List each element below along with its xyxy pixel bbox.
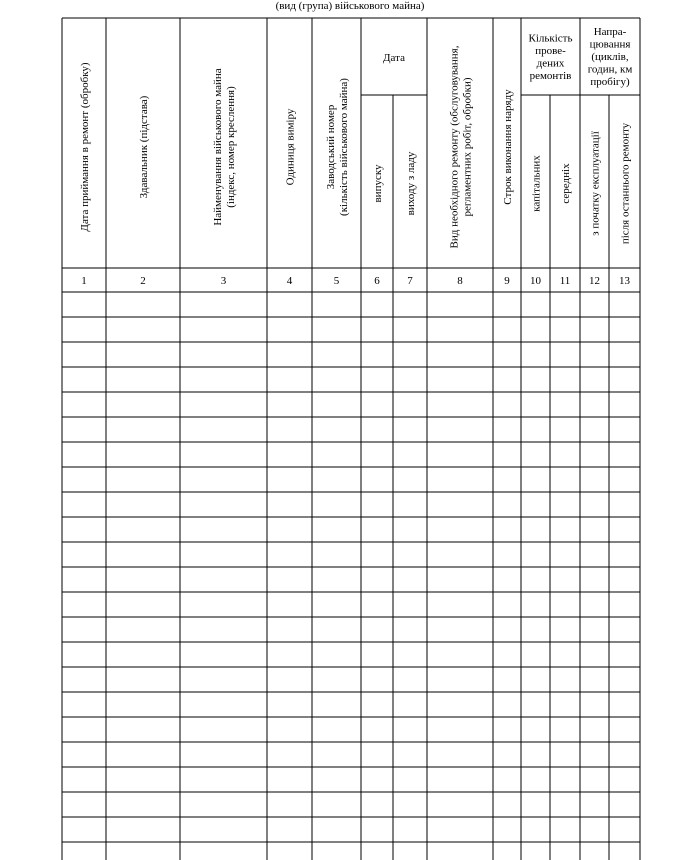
column-number: 12	[589, 275, 600, 287]
col-header-medium-repairs: середніх	[560, 163, 572, 204]
col-header-submitter: Здавальник (підстава)	[138, 95, 150, 199]
column-number: 3	[220, 275, 227, 287]
col-header-intake-date: Дата приймання в ремонт (обробку)	[79, 62, 91, 232]
column-number: 8	[457, 275, 463, 287]
col-header-order-deadline: Строк виконання наряду	[502, 89, 514, 205]
col-header-repair-type: Вид необхідного ремонту (обслуговування,регламентних робіт, обробки)	[448, 45, 474, 249]
column-number: 1	[81, 275, 87, 287]
column-number: 7	[407, 275, 413, 287]
column-number: 13	[619, 275, 630, 287]
form-caption: (вид (група) військового майна)	[275, 0, 425, 12]
column-number: 4	[286, 275, 293, 287]
col-header-failure-date: виходу з ладу	[405, 151, 417, 216]
column-number: 2	[140, 275, 146, 287]
col-header-unit: Одиниця виміру	[284, 108, 297, 186]
column-number: 6	[374, 275, 380, 287]
column-number: 10	[530, 275, 541, 287]
column-number: 11	[559, 275, 571, 287]
group-header-date: Дата	[383, 52, 405, 64]
column-number: 9	[504, 275, 510, 287]
col-header-serial-number: Заводський номер(кількість військового майна)	[325, 78, 350, 216]
column-number: 5	[333, 275, 340, 287]
col-header-capital-repairs: капітальних	[530, 155, 543, 212]
col-header-since-start: з початку експлуатації	[589, 131, 602, 236]
group-header-repairs-count: Кількість прове-дених ремонтів	[528, 32, 573, 82]
group-header-operating-time: Напра-цювання (циклів, годин, км пробігу)	[587, 26, 633, 88]
col-header-release-date: випуску	[372, 164, 384, 203]
col-header-item-name: Найменування військового майна(індекс, номер креслення)	[212, 68, 237, 226]
col-header-since-last-repair: після останнього ремонту	[619, 122, 632, 245]
